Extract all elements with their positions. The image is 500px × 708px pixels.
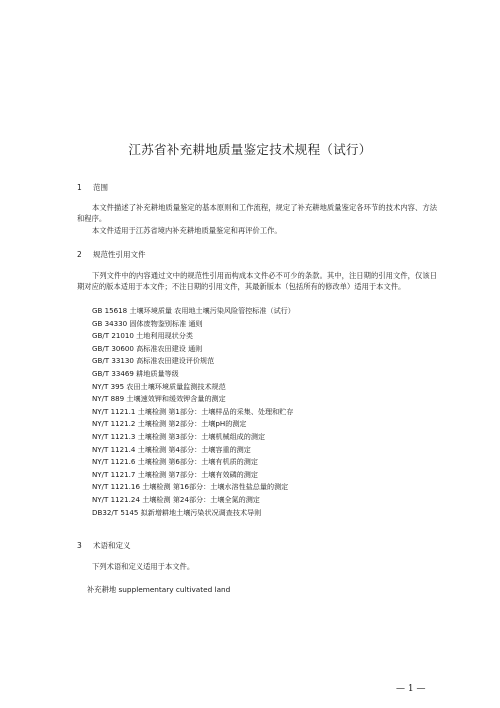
term-entry: 补充耕地 supplementary cultivated land (87, 585, 231, 594)
section-title: 规范性引用文件 (93, 250, 146, 259)
page-number: — 1 — (396, 684, 426, 694)
section-number: 1 (77, 183, 82, 192)
document-title: 江苏省补充耕地质量鉴定技术规程（试行） (128, 142, 372, 157)
reference-item: GB/T 30600 高标准农田建设 通则 (92, 343, 203, 353)
reference-item: NY/T 395 农田土壤环境质量监测技术规范 (92, 381, 226, 391)
reference-item: GB 34330 固体废物鉴别标准 通则 (92, 318, 203, 328)
reference-item: NY/T 1121.16 土壤检测 第16部分：土壤水溶性盐总量的测定 (92, 482, 289, 492)
paragraph: 本文件描述了补充耕地质量鉴定的基本原则和工作流程，规定了补充耕地质量鉴定各环节的技术内容、方法和程序。 (77, 203, 437, 224)
reference-item: NY/T 889 土壤速效钾和缓效钾含量的测定 (92, 394, 226, 404)
reference-item: NY/T 1121.3 土壤检测 第3部分：土壤机械组成的测定 (92, 431, 266, 441)
reference-item: GB/T 21010 土地利用现状分类 (92, 331, 193, 341)
reference-item: NY/T 1121.24 土壤检测 第24部分：土壤全氮的测定 (92, 494, 260, 504)
paragraph: 下列术语和定义适用于本文件。 (92, 562, 195, 571)
reference-item: NY/T 1121.1 土壤检测 第1部分：土壤样品的采集、处理和贮存 (92, 406, 294, 416)
section-title: 术语和定义 (93, 541, 131, 550)
reference-item: GB/T 33469 耕地质量等级 (92, 368, 179, 378)
reference-item: DB32/T 5145 拟新增耕地土壤污染状况调查技术导则 (92, 507, 262, 517)
section-number: 3 (77, 541, 82, 550)
section-title: 范围 (93, 183, 108, 192)
section-heading-3 (77, 540, 131, 551)
reference-item: GB 15618 土壤环境质量 农用地土壤污染风险管控标准（试行） (92, 306, 295, 315)
reference-list (92, 305, 295, 519)
reference-item: NY/T 1121.7 土壤检测 第7部分：土壤有效磷的测定 (92, 469, 258, 479)
paragraph: 下列文件中的内容通过文中的规范性引用而构成本文件必不可少的条款。其中，注日期的引用文件，仅该日期对应的版本适用于本文件；不注日期的引用文件，其最新版本（包括所有的修改单）适用于本文件。 (77, 271, 437, 292)
section-heading-1 (77, 182, 108, 193)
reference-item: GB/T 33130 高标准农田建设评价规范 (92, 356, 215, 366)
reference-item: NY/T 1121.4 土壤检测 第4部分：土壤容重的测定 (92, 444, 251, 454)
section-number: 2 (77, 250, 82, 259)
reference-item: NY/T 1121.2 土壤检测 第2部分：土壤pH的测定 (92, 419, 247, 429)
paragraph: 本文件适用于江苏省境内补充耕地质量鉴定和再评价工作。 (92, 226, 282, 235)
section-heading-2 (77, 249, 146, 260)
reference-item: NY/T 1121.6 土壤检测 第6部分：土壤有机质的测定 (92, 457, 258, 467)
